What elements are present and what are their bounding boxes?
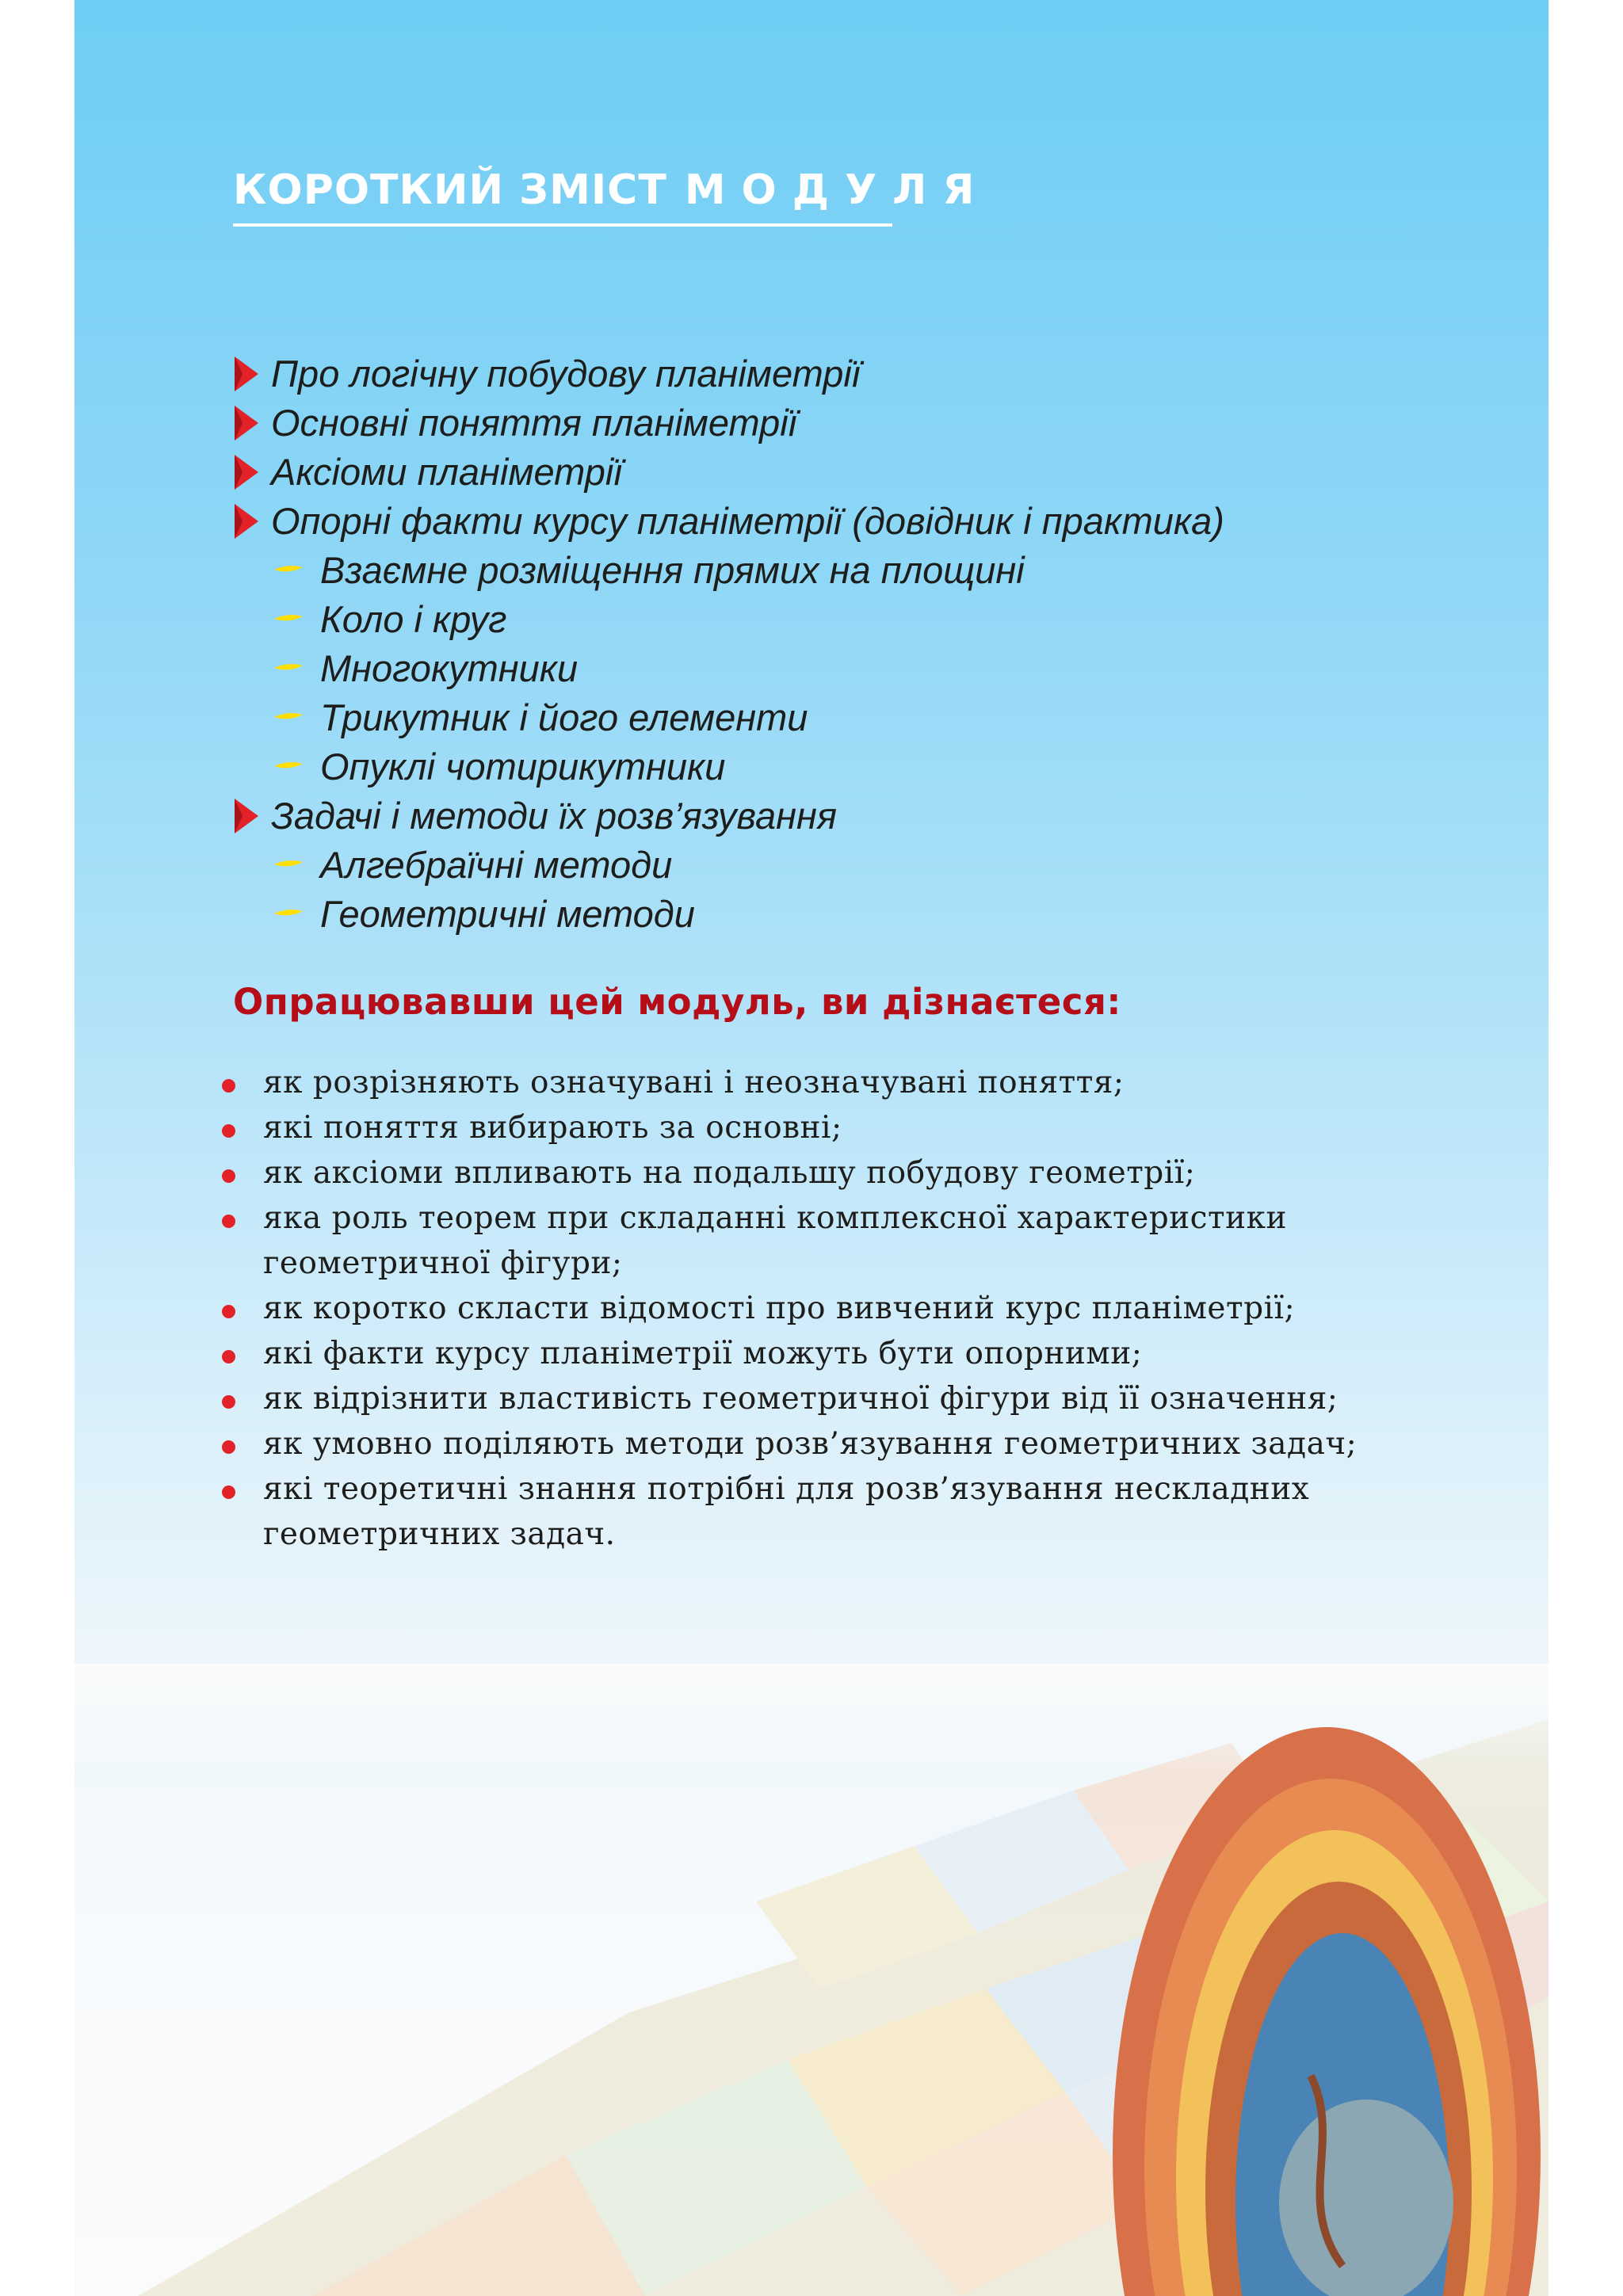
page-title (233, 162, 990, 218)
toc-item-label: Аксіоми планіметрії (271, 450, 622, 493)
red-dot-icon (219, 1286, 263, 1331)
outcome-item (219, 1150, 1549, 1196)
toc-subitem-label: Трикутник і його елементи (320, 696, 808, 738)
toc-item-label: Основні поняття планіметрії (271, 401, 797, 444)
outcome-text: як відрізнити властивість геометричної фігури від її означення; (263, 1381, 1338, 1417)
outcome-text: які поняття вибирають за основні; (263, 1110, 842, 1146)
page-background (74, 0, 1549, 2296)
toc-subitem-label: Опуклі чотирикутники (320, 745, 726, 788)
outcome-text: як умовно поділяють методи розв’язування геометричних задач; (263, 1426, 1358, 1462)
toc-item (233, 398, 1501, 447)
toc-subitem-label: Алгебраїчні методи (320, 843, 673, 886)
outcome-text: як коротко скласти відомості про вивчений курс планіметрії; (263, 1291, 1296, 1326)
red-dot-icon (219, 1105, 263, 1150)
yellow-dash-icon (273, 692, 320, 742)
outcome-item (219, 1060, 1549, 1105)
toc-item-label: Про логічну побудову планіметрії (271, 352, 861, 395)
red-triangle-icon (233, 349, 271, 398)
red-dot-icon (219, 1376, 263, 1421)
toc-subitem (233, 692, 1501, 742)
outcome-item (219, 1331, 1549, 1376)
toc-subitem-label: Взаємне розміщення прямих на площині (320, 548, 1025, 591)
red-triangle-icon (233, 496, 271, 545)
module-contents-list (233, 349, 1501, 938)
outcome-text: яка роль теорем при складанні комплексної характеристики геометричної фігури; (263, 1200, 1287, 1281)
yellow-dash-icon (273, 889, 320, 938)
outcome-item (219, 1286, 1549, 1331)
toc-subitem-label: Многокутники (320, 646, 579, 689)
toc-subitem (233, 594, 1501, 643)
title-part-2: МОДУЛЯ (684, 166, 991, 214)
yellow-dash-icon (273, 594, 320, 643)
title-part-1: КОРОТКИЙ ЗМІСТ (233, 166, 667, 214)
toc-item (233, 791, 1501, 840)
outcome-item (219, 1466, 1549, 1557)
red-triangle-icon (233, 398, 271, 447)
red-dot-icon (219, 1421, 263, 1466)
outcomes-heading: Опрацювавши цей модуль, ви дізнаєтеся: (233, 981, 1121, 1023)
outcome-text: як розрізняють означувані і неозначувані поняття; (263, 1065, 1125, 1100)
outcome-text: які факти курсу планіметрії можуть бути опорними; (263, 1336, 1143, 1371)
outcome-text: які теоретичні знання потрібні для розв’язування нескладних геометричних задач. (263, 1471, 1310, 1552)
toc-item (233, 447, 1501, 496)
outcome-item (219, 1196, 1549, 1286)
outcome-item (219, 1421, 1549, 1466)
toc-subitem (233, 889, 1501, 938)
outcomes-list (219, 1060, 1549, 1557)
toc-subitem (233, 742, 1501, 791)
yellow-dash-icon (273, 840, 320, 889)
outcome-text: як аксіоми впливають на подальшу побудову геометрії; (263, 1155, 1196, 1191)
yellow-dash-icon (273, 545, 320, 594)
toc-item-label: Задачі і методи їх розв’язування (271, 794, 837, 837)
toc-subitem-label: Геометричні методи (320, 892, 695, 935)
toc-item (233, 349, 1501, 398)
red-dot-icon (219, 1196, 263, 1241)
toc-subitem (233, 643, 1501, 692)
yellow-dash-icon (273, 643, 320, 692)
toc-subitem (233, 840, 1501, 889)
toc-item (233, 496, 1501, 545)
red-dot-icon (219, 1331, 263, 1376)
red-dot-icon (219, 1060, 263, 1105)
red-dot-icon (219, 1150, 263, 1196)
outcome-item (219, 1105, 1549, 1150)
yellow-dash-icon (273, 742, 320, 791)
toc-subitem (233, 545, 1501, 594)
title-underline (233, 223, 892, 227)
toc-subitem-label: Коло і круг (320, 597, 507, 640)
toc-item-label: Опорні факти курсу планіметрії (довідник і практика) (271, 499, 1224, 542)
red-dot-icon (219, 1466, 263, 1512)
red-triangle-icon (233, 447, 271, 496)
outcome-item (219, 1376, 1549, 1421)
red-triangle-icon (233, 791, 271, 840)
